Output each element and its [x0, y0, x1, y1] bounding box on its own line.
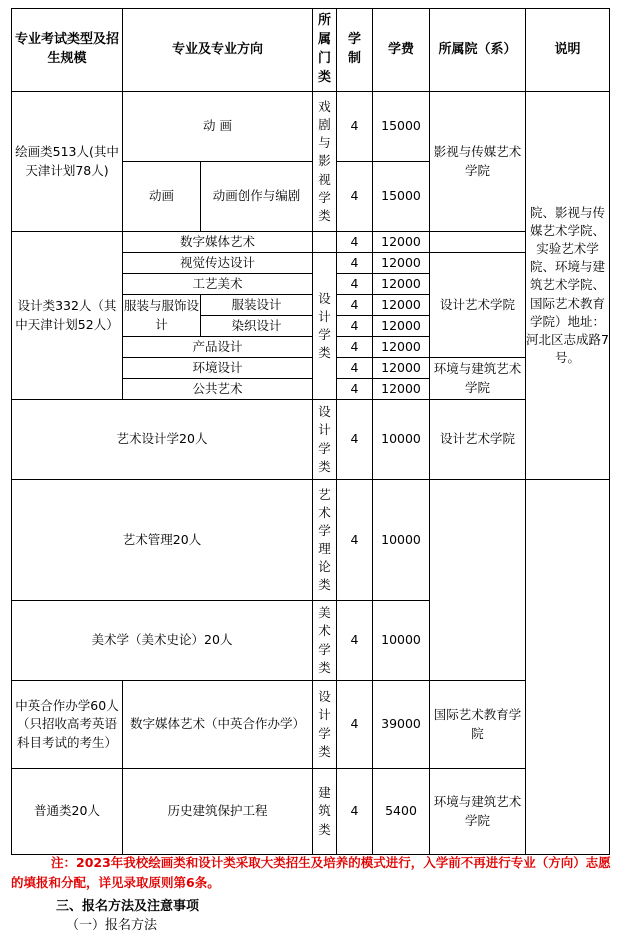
major-cell: 公共艺术	[123, 379, 313, 400]
years-cell: 4	[337, 316, 373, 337]
major-cell: 服装与服饰设计	[123, 295, 201, 337]
menlei-cell: 设计学类	[313, 253, 337, 400]
major-cell: 环境设计	[123, 358, 313, 379]
fee-cell: 10000	[373, 601, 430, 681]
fee-cell: 12000	[373, 232, 430, 253]
header-major: 专业及专业方向	[123, 9, 313, 92]
college-cell: 影视与传媒艺术学院	[430, 92, 526, 232]
major-cell: 艺术设计学20人	[12, 400, 313, 480]
major-cell: 产品设计	[123, 337, 313, 358]
description-cell: 院、影视与传媒艺术学院、实验艺术学院、环境与建筑艺术学院、国际艺术教育学院）地址：河北区志成路7号。	[526, 92, 610, 480]
years-cell: 4	[337, 379, 373, 400]
direction-cell: 服装设计	[201, 295, 313, 316]
table-row	[12, 480, 610, 601]
fee-cell: 12000	[373, 379, 430, 400]
years-cell: 4	[337, 337, 373, 358]
years-cell: 4	[337, 400, 373, 480]
menlei-cell	[313, 232, 337, 253]
years-cell: 4	[337, 92, 373, 162]
table-row	[12, 92, 610, 162]
menlei-cell: 设计学类	[313, 681, 337, 769]
major-cell: 动画	[123, 162, 201, 232]
years-cell: 4	[337, 162, 373, 232]
fee-cell: 12000	[373, 337, 430, 358]
subsection-heading: （一）报名方法	[66, 918, 158, 933]
header-college: 所属院（系）	[430, 9, 526, 92]
fee-cell: 12000	[373, 253, 430, 274]
years-cell: 4	[337, 274, 373, 295]
major-cell: 艺术管理20人	[12, 480, 313, 601]
admissions-table	[11, 8, 610, 855]
fee-cell: 15000	[373, 162, 430, 232]
header-description: 说明	[526, 9, 610, 92]
category-cell: 设计类332人（其中天津计划52人）	[12, 232, 123, 400]
fee-cell: 12000	[373, 295, 430, 316]
major-cell: 数字媒体艺术	[123, 232, 313, 253]
years-cell: 4	[337, 769, 373, 855]
major-cell: 工艺美术	[123, 274, 313, 295]
fee-cell: 5400	[373, 769, 430, 855]
description-cell	[526, 480, 610, 855]
years-cell: 4	[337, 681, 373, 769]
note-text: 注：2023年我校绘画类和设计类采取大类招生及培养的模式进行，入学前不再进行专业（方向）志愿的填报和分配，详见录取原则第6条。	[11, 855, 611, 890]
college-cell	[430, 480, 526, 681]
fee-cell: 12000	[373, 274, 430, 295]
direction-cell: 动画创作与编剧	[201, 162, 313, 232]
college-cell: 环境与建筑艺术学院	[430, 769, 526, 855]
major-cell: 视觉传达设计	[123, 253, 313, 274]
fee-cell: 12000	[373, 358, 430, 379]
fee-cell: 10000	[373, 480, 430, 601]
direction-cell: 染织设计	[201, 316, 313, 337]
major-cell: 数字媒体艺术（中英合作办学）	[123, 681, 313, 769]
category-cell: 绘画类513人(其中天津计划78人)	[12, 92, 123, 232]
college-cell: 国际艺术教育学院	[430, 681, 526, 769]
header-years: 学制	[337, 9, 373, 92]
menlei-cell: 戏剧与影视学类	[313, 92, 337, 232]
category-cell: 中英合作办学60人（只招收高考英语科目考试的考生）	[12, 681, 123, 769]
header-fee: 学费	[373, 9, 430, 92]
fee-cell: 12000	[373, 316, 430, 337]
college-cell	[430, 232, 526, 253]
years-cell: 4	[337, 480, 373, 601]
header-menlei: 所属门类	[313, 9, 337, 92]
table-row	[12, 400, 610, 480]
menlei-cell: 美术学类	[313, 601, 337, 681]
menlei-cell: 艺术学理论类	[313, 480, 337, 601]
college-cell: 设计艺术学院	[430, 400, 526, 480]
college-cell: 设计艺术学院	[430, 253, 526, 358]
table-row	[12, 232, 610, 253]
years-cell: 4	[337, 253, 373, 274]
category-cell: 普通类20人	[12, 769, 123, 855]
years-cell: 4	[337, 232, 373, 253]
menlei-cell: 建筑类	[313, 769, 337, 855]
major-cell: 动 画	[123, 92, 313, 162]
years-cell: 4	[337, 295, 373, 316]
years-cell: 4	[337, 601, 373, 681]
years-cell: 4	[337, 358, 373, 379]
table-row	[12, 769, 610, 855]
fee-cell: 10000	[373, 400, 430, 480]
table-row	[12, 681, 610, 769]
header-row	[12, 9, 610, 92]
menlei-cell: 设计学类	[313, 400, 337, 480]
fee-cell: 15000	[373, 92, 430, 162]
major-cell: 历史建筑保护工程	[123, 769, 313, 855]
header-category: 专业考试类型及招生规模	[12, 9, 123, 92]
college-cell: 环境与建筑艺术学院	[430, 358, 526, 400]
major-cell: 美术学（美术史论）20人	[12, 601, 313, 681]
fee-cell: 39000	[373, 681, 430, 769]
section-heading: 三、报名方法及注意事项	[56, 899, 200, 914]
